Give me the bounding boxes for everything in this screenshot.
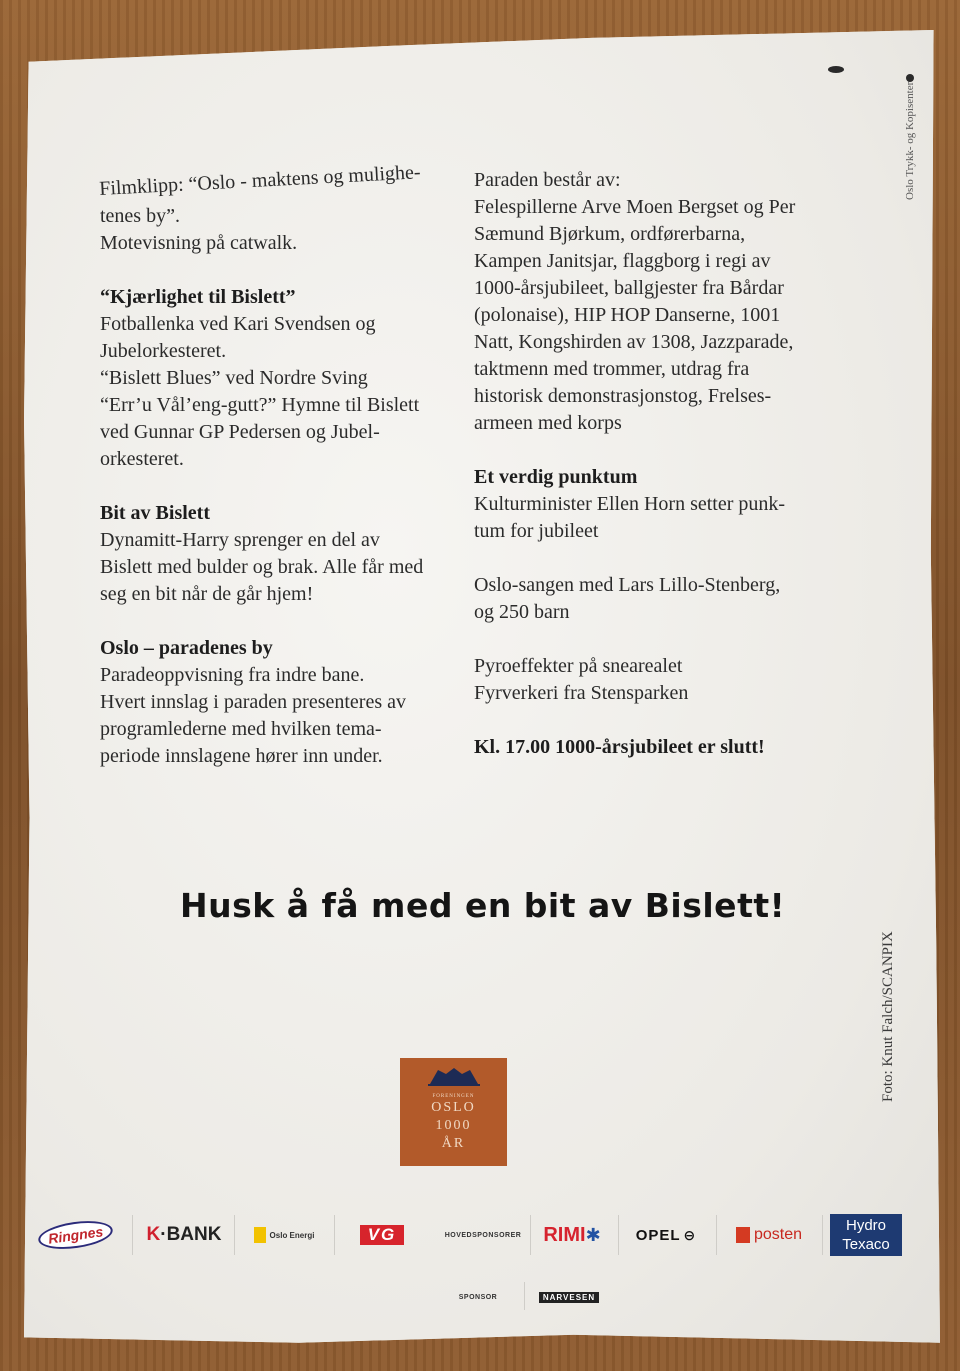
slogan: Husk å få med en bit av Bislett! [180, 886, 786, 925]
lion-icon [400, 1062, 507, 1092]
text-line: Felespillerne Arve Moen Bergset og Per [474, 196, 796, 218]
oslo-energi-label: Oslo Energi [269, 1230, 315, 1240]
text-line: Bislett med bulder og brak. Alle får med [100, 556, 424, 578]
ringnes-label: Ringnes [37, 1217, 115, 1253]
posten-horn-icon [736, 1227, 750, 1243]
text-line: Kampen Janitsjar, flaggborg i regi av [474, 250, 771, 272]
section-heading: “Kjærlighet til Bislett” [100, 286, 296, 308]
divider [618, 1215, 619, 1255]
text-line: Paraden består av: [474, 169, 621, 191]
vg-label: VG [360, 1225, 405, 1245]
section-heading: Oslo – paradenes by [100, 637, 273, 659]
text-line: armeen med korps [474, 412, 622, 434]
text-line: tum for jubileet [474, 520, 599, 542]
photo-credit: Foto: Knut Falch/SCANPIX [880, 931, 896, 1102]
rimi-logo [532, 1205, 612, 1265]
text-line: Motevisning på catwalk. [100, 232, 298, 254]
text-line: Jubelorkesteret. [100, 340, 227, 362]
kbank-k: K [146, 1224, 161, 1245]
hydro-label: Hydro [840, 1216, 892, 1235]
rimi-label: RIMI [543, 1223, 586, 1246]
opel-bolt-icon: ⊖ [683, 1226, 697, 1243]
oslo-1000-logo [400, 1058, 507, 1166]
text-line: orkesteret. [100, 448, 184, 470]
ink-smudge [828, 66, 844, 73]
divider [132, 1215, 133, 1255]
divider [822, 1215, 823, 1255]
logo-line: OSLO [431, 1100, 476, 1115]
text-line: Sæmund Bjørkum, ordførerbarna, [474, 223, 746, 245]
text-line: programlederne med hvilken tema- [100, 718, 382, 740]
posten-logo [724, 1205, 814, 1265]
right-column [474, 167, 836, 761]
texaco-label: Texaco [836, 1235, 896, 1254]
printer-credit: Oslo Trykk- og Kopisenter [904, 81, 916, 200]
text-line: Pyroeffekter på snearealet [474, 655, 683, 677]
text-line: “Bislett Blues” ved Nordre Sving [100, 367, 368, 389]
text-line: Oslo-sangen med Lars Lillo-Stenberg, [474, 574, 781, 596]
divider [530, 1215, 531, 1255]
narvesen-logo [520, 1280, 618, 1314]
ringnes-logo [24, 1205, 128, 1265]
divider [716, 1215, 717, 1255]
closing-line: Kl. 17.00 1000-årsjubileet er slutt! [474, 736, 765, 758]
text-line [98, 161, 450, 203]
text-line: historisk demonstrasjonstog, Frelses- [474, 385, 772, 407]
text-line: Fyrverkeri fra Stensparken [474, 682, 689, 704]
hovedsponsorer-label: HOVEDSPONSORER [444, 1231, 522, 1239]
text-line: Hvert innslag i paraden presenteres av [100, 691, 406, 713]
text-line: periode innslagene hører inn under. [100, 745, 383, 767]
left-column [98, 161, 450, 770]
divider [334, 1215, 335, 1255]
logo-line: 1000 [435, 1118, 472, 1133]
film-clip-line: Filmklipp: “Oslo - maktens og mulighe- [98, 161, 422, 201]
opel-label: OPEL [635, 1226, 681, 1244]
text-line: tenes by”. [100, 205, 180, 227]
oslo-energi-icon [254, 1227, 266, 1243]
text-line: ved Gunnar GP Pedersen og Jubel- [100, 421, 380, 443]
hydro-texaco-logo [830, 1205, 902, 1265]
text-line: seg en bit når de går hjem! [100, 583, 314, 605]
text-line: Natt, Kongshirden av 1308, Jazzparade, [474, 331, 794, 353]
text-line: taktmenn med trommer, utdrag fra [474, 358, 750, 380]
text-line: og 250 barn [474, 601, 570, 623]
sponsor-label: SPONSOR [458, 1293, 498, 1301]
text-line: (polonaise), HIP HOP Danserne, 1001 [474, 304, 781, 326]
opel-logo [624, 1205, 708, 1265]
narvesen-label: NARVESEN [539, 1292, 599, 1303]
vg-logo [340, 1205, 424, 1265]
star-icon: ✱ [585, 1224, 601, 1245]
kbank-label: ·BANK [160, 1224, 222, 1245]
text-line: Fotballenka ved Kari Svendsen og [100, 313, 376, 335]
section-heading: Et verdig punktum [474, 466, 638, 488]
text-line: Kulturminister Ellen Horn setter punk- [474, 493, 786, 515]
text-line: Dynamitt-Harry sprenger en del av [100, 529, 380, 551]
sponsor-strip [24, 1205, 904, 1265]
posten-label: posten [753, 1226, 803, 1243]
divider [234, 1215, 235, 1255]
logo-small-text: FORENINGEN [432, 1094, 475, 1099]
logo-line: ÅR [441, 1136, 466, 1151]
kbank-logo [136, 1205, 232, 1265]
text-line: “Err’u Vål’eng-gutt?” Hymne til Bislett [100, 394, 420, 416]
section-heading: Bit av Bislett [100, 502, 210, 524]
hydro-texaco-box [830, 1214, 902, 1256]
oslo-energi-logo [238, 1205, 330, 1265]
text-line: 1000-årsjubileet, ballgjester fra Bårdar [474, 277, 784, 299]
text-line: Paradeoppvisning fra indre bane. [100, 664, 365, 686]
